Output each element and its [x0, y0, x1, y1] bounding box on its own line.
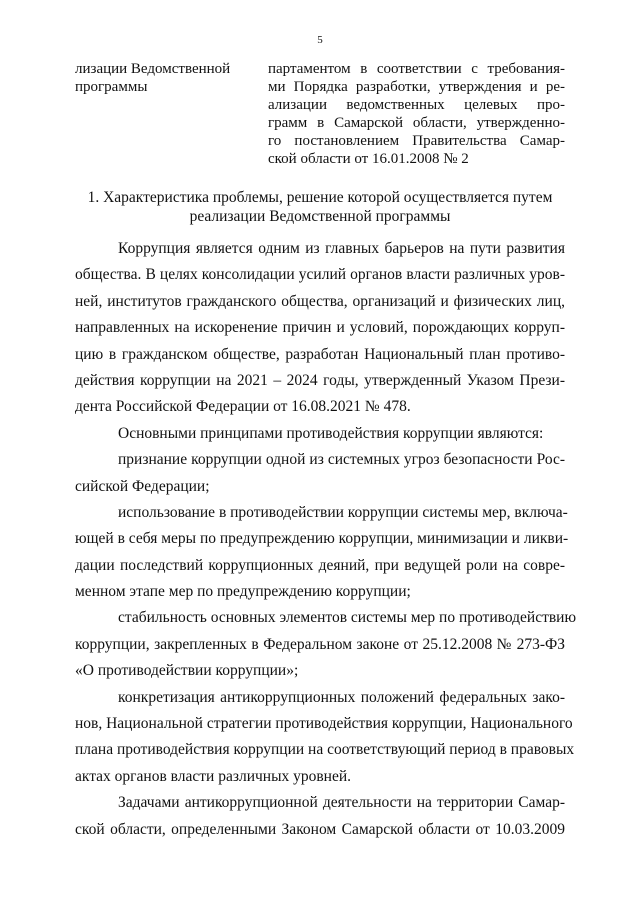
table-right-cell	[268, 60, 565, 168]
paragraph-line: нов, Национальной стратегии противодействия коррупции, Национального	[75, 715, 573, 733]
paragraph-line: дации последствий коррупционных деяний, при ведущей роли на совре-	[75, 556, 565, 574]
body-text	[75, 236, 577, 843]
table-right-line: ми Порядка разработки, утверждения и ре-	[268, 79, 565, 95]
paragraph-line: конкретизация антикоррупционных положений федеральных зако-	[118, 688, 565, 706]
table-right-line: грамм в Самарской области, утвержденно-	[268, 115, 565, 131]
paragraph-line: сийской Федерации;	[75, 477, 210, 495]
paragraph-line: использование в противодействии коррупции системы мер, включа-	[118, 503, 568, 521]
paragraph-line: направленных на искоренение причин и условий, порождающих корруп-	[75, 319, 565, 337]
paragraph-line: дента Российской Федерации от 16.08.2021 № 478.	[75, 398, 411, 416]
section-heading	[75, 188, 565, 226]
paragraph-line: ней, институтов гражданского общества, организаций и физических лиц,	[75, 292, 565, 310]
paragraph-line: ющей в себя меры по предупреждению коррупции, минимизации и ликви-	[75, 530, 569, 548]
paragraph-line: общества. В целях консолидации усилий органов власти различных уров-	[75, 266, 565, 284]
paragraph-line: стабильность основных элементов системы мер по противодействию	[118, 609, 577, 627]
table-left-line: программы	[75, 79, 148, 95]
program-passport-table-continuation	[75, 60, 565, 168]
paragraph-line: признание коррупции одной из системных угроз безопасности Рос-	[118, 451, 565, 469]
paragraph-line: актах органов власти различных уровней.	[75, 767, 352, 785]
table-right-line: партаментом в соответствии с требования-	[268, 61, 565, 77]
paragraph-line: Основными принципами противодействия коррупции являются:	[118, 424, 544, 442]
table-right-line: го постановлением Правительства Самар-	[268, 133, 565, 149]
section-heading-line: реализации Ведомственной программы	[189, 208, 451, 225]
section-heading-line: 1. Характеристика проблемы, решение которой осуществляется путем	[87, 189, 553, 206]
paragraph-line: коррупции, закрепленных в Федеральном законе от 25.12.2008 № 273-ФЗ	[75, 635, 565, 653]
table-right-line: ской области от 16.01.2008 № 2	[268, 151, 469, 167]
table-left-line: лизации Ведомственной	[75, 61, 231, 77]
paragraph-line: Задачами антикоррупционной деятельности на территории Самар-	[118, 794, 565, 812]
paragraph-line: действия коррупции на 2021 – 2024 годы, утвержденный Указом Прези-	[75, 371, 565, 389]
paragraph-line: плана противодействия коррупции на соответствующий период в правовых	[75, 741, 575, 759]
paragraph-line: «О противодействии коррупции»;	[75, 662, 299, 680]
paragraph-line: Коррупция является одним из главных барьеров на пути развития	[118, 240, 565, 257]
paragraph-line: ской области, определенными Законом Самарской области от 10.03.2009	[75, 820, 565, 838]
paragraph-line: цию в гражданском обществе, разработан Национальный план противо-	[75, 345, 565, 363]
page-number: 5	[317, 34, 323, 46]
paragraph-line: менном этапе мер по предупреждению коррупции;	[75, 583, 411, 601]
table-left-cell	[75, 60, 255, 168]
table-right-line: ализации ведомственных целевых про-	[268, 97, 565, 113]
